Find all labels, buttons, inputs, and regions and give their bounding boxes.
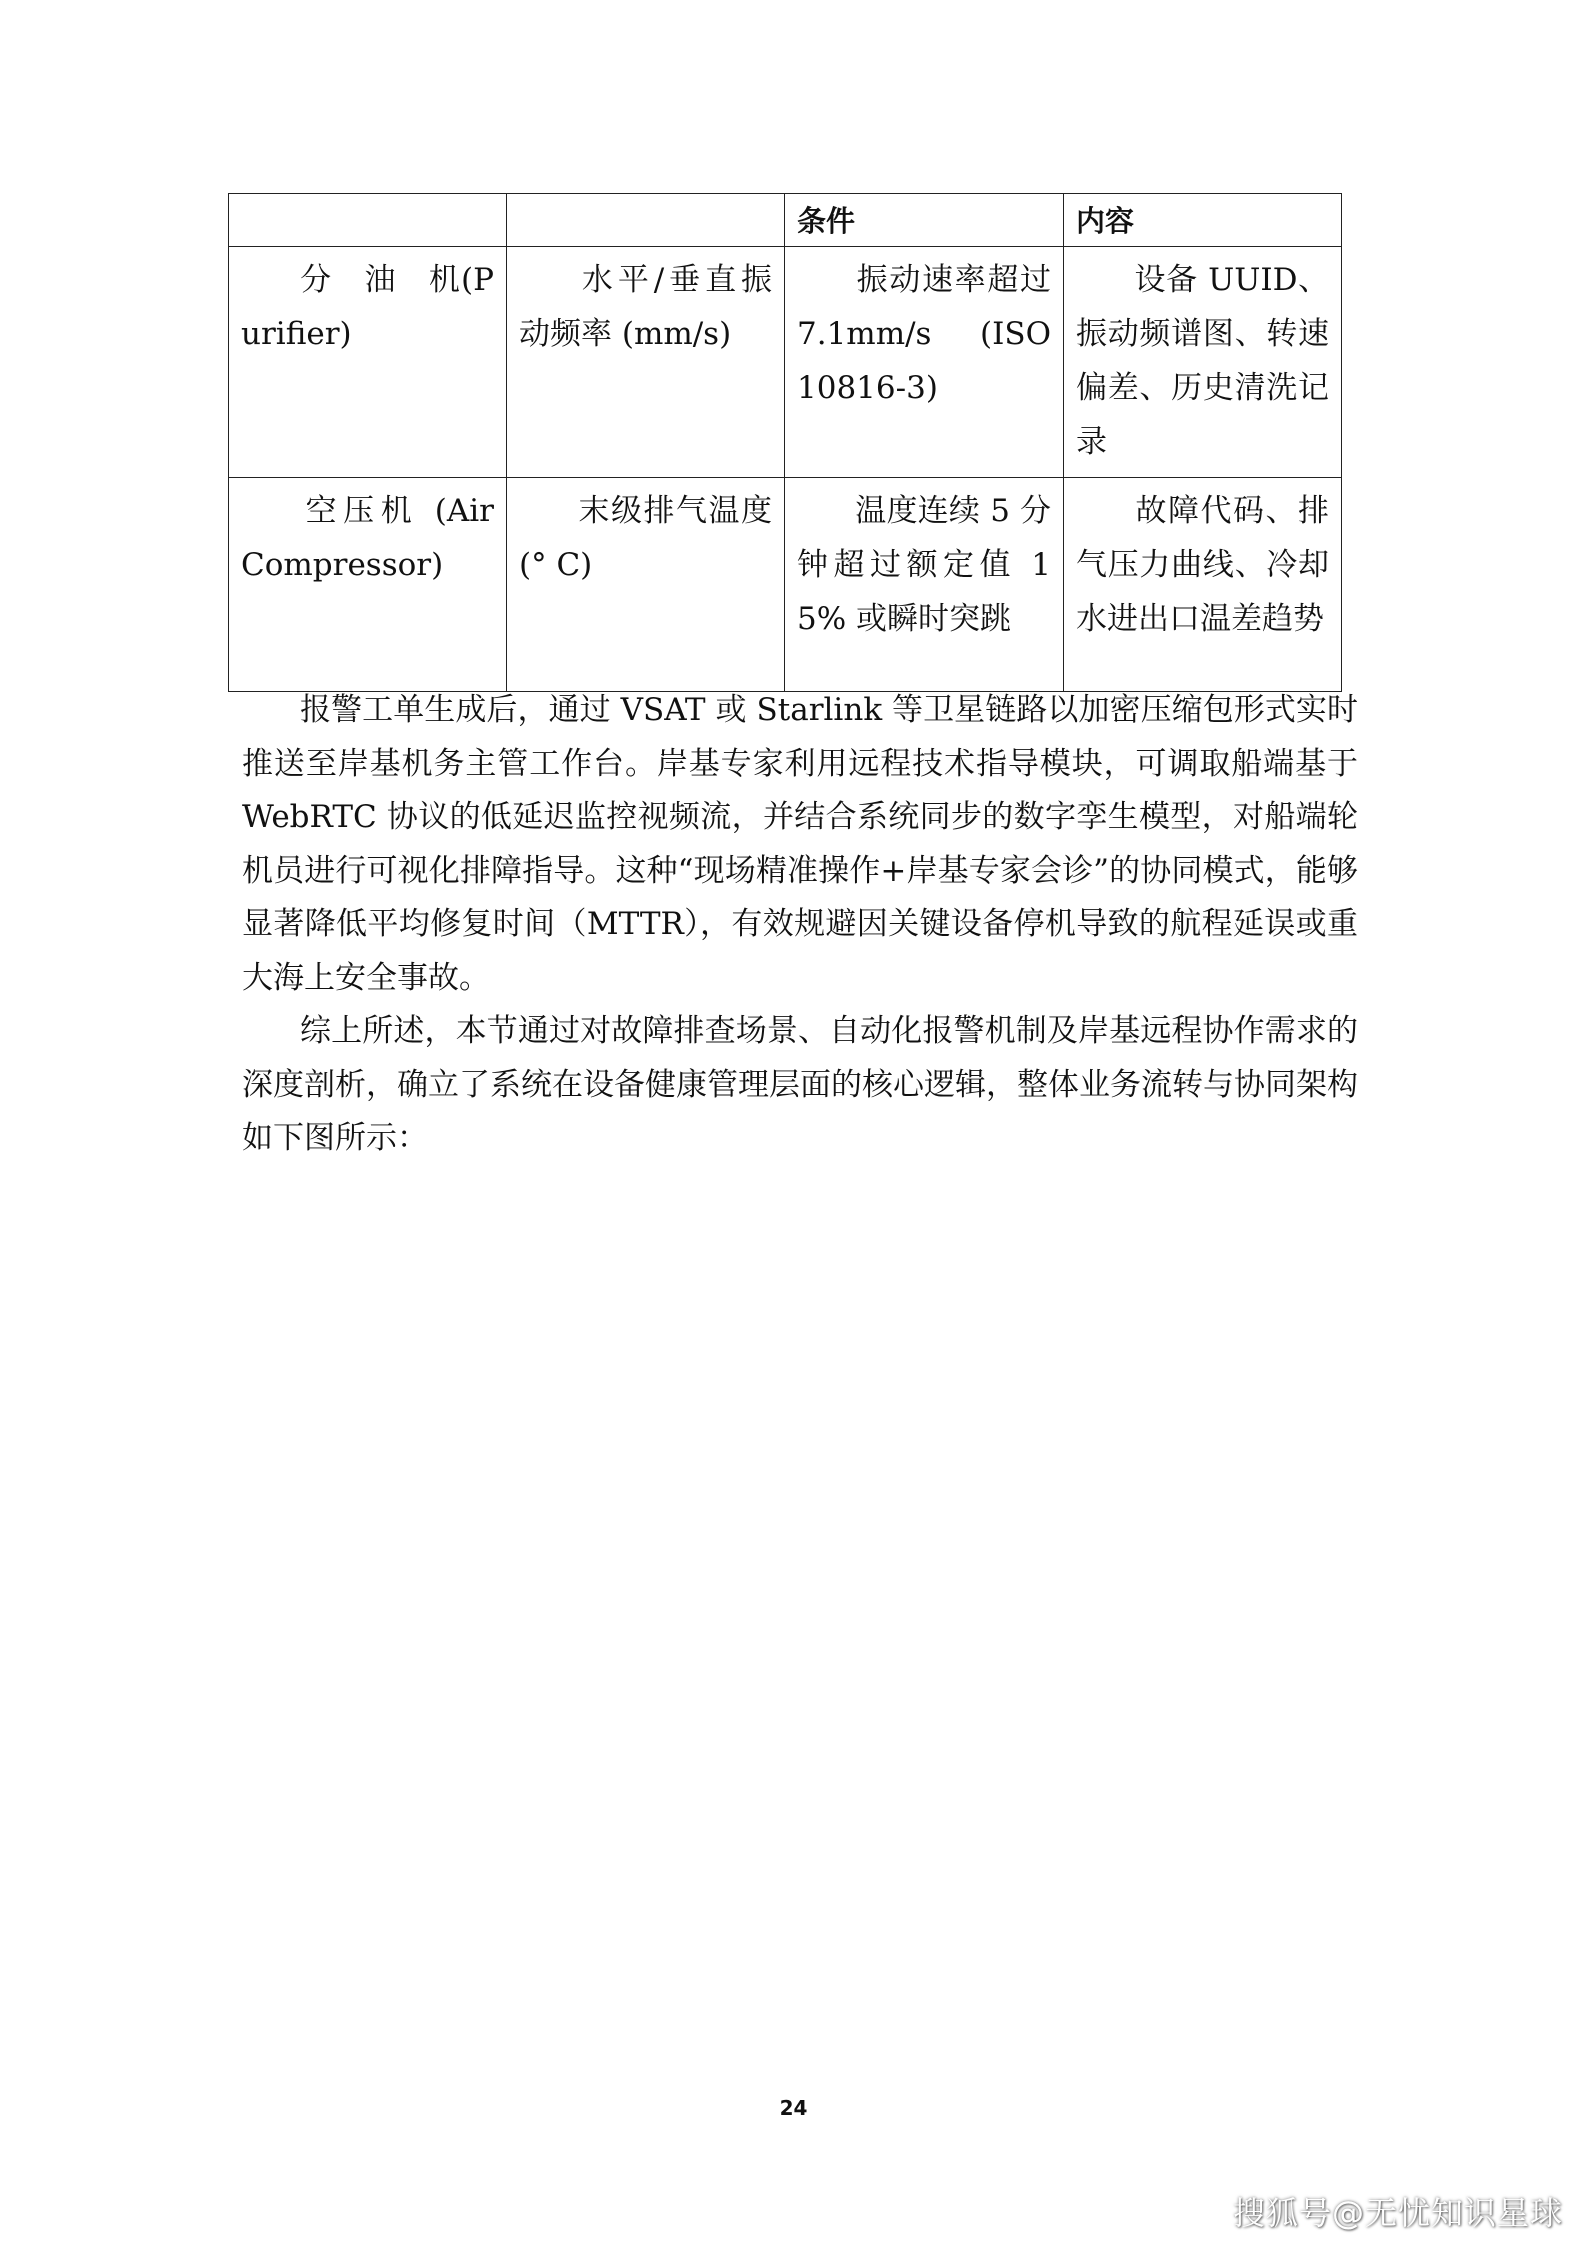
table-cell-text: 空压机 (Air Compressor) <box>241 493 494 583</box>
table-header-cell <box>507 194 785 247</box>
table-cell-text: 分 油 机(Purifier) <box>241 262 494 352</box>
table-header-cell-content: 内容 <box>1064 194 1342 247</box>
table-cell <box>507 247 785 478</box>
table-cell <box>785 247 1064 478</box>
table-cell-text: 设备 UUID、振动频谱图、转速偏差、历史清洗记录 <box>1076 262 1329 460</box>
table-cell-text: 温度连续 5 分钟超过额定值 15% 或瞬时突跳 <box>797 493 1051 637</box>
table-cell-text: 水平/垂直振动频率 (mm/s) <box>519 262 772 352</box>
table-cell <box>785 478 1064 692</box>
table-row <box>229 478 1342 692</box>
table-cell <box>507 478 785 692</box>
table-row <box>229 247 1342 478</box>
table-header-row <box>229 194 1342 247</box>
body-text <box>242 684 1358 1166</box>
page-number: 24 <box>779 2096 808 2120</box>
paragraph: 综上所述，本节通过对故障排查场景、自动化报警机制及岸基远程协作需求的深度剖析，确立了系统在设备健康管理层面的核心逻辑，整体业务流转与协同架构如下图所示： <box>242 1013 1358 1156</box>
table-header-cell <box>229 194 507 247</box>
watermark: 搜狐号@无忧知识星球 <box>1232 2194 1563 2232</box>
equipment-alarm-table <box>228 193 1342 692</box>
table-cell <box>1064 478 1342 692</box>
table-cell <box>229 247 507 478</box>
table-cell-text: 末级排气温度 (° C) <box>519 493 772 583</box>
table-cell-text: 故障代码、排气压力曲线、冷却水进出口温差趋势 <box>1076 493 1329 637</box>
table-cell <box>1064 247 1342 478</box>
table-cell <box>229 478 507 692</box>
paragraph: 报警工单生成后，通过 VSAT 或 Starlink 等卫星链路以加密压缩包形式实时推送至岸基机务主管工作台。岸基专家利用远程技术指导模块，可调取船端基于 WebRTC 协议的低延迟监控视频流，并结合系统同步的数字孪生模型，对船端轮机员进行可视化排障指导。这种“现场精准操作+岸基专家会诊”的协同模式，能够显著降低平均修复时间（MTTR），有效规避因关键设备停机导致的航程延误或重大海上安全事故。 <box>242 692 1358 996</box>
table-cell-text: 振动速率超过 7.1mm/s (ISO 10816-3) <box>797 262 1051 406</box>
table-header-cell-condition: 条件 <box>785 194 1064 247</box>
